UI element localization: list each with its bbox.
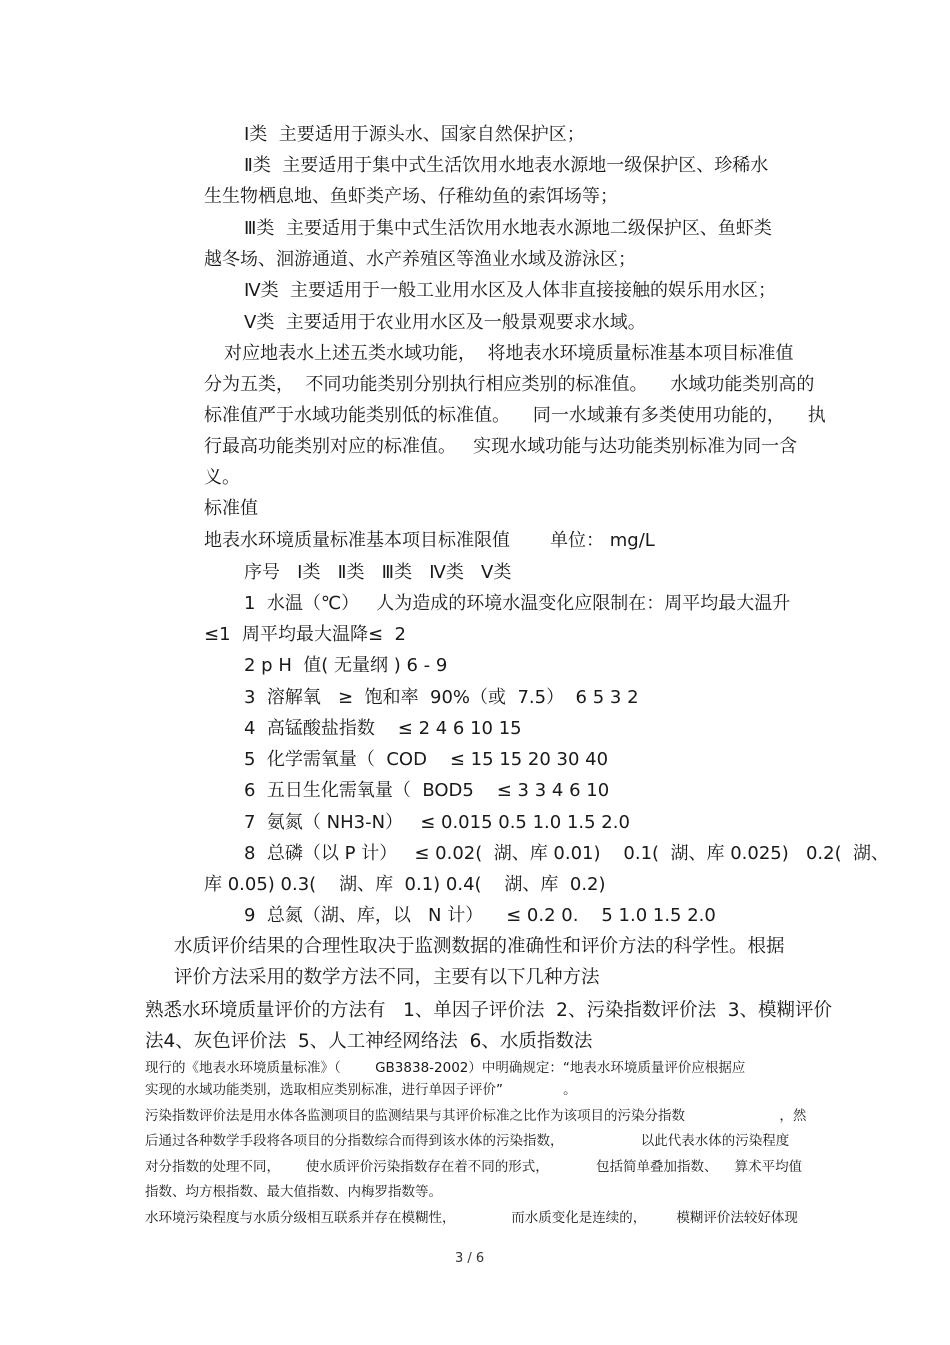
small-text-line: 对分指数的处理不同， 使水质评价污染指数存在着不同的形式， 包括简单叠加指数、 算术平均值 xyxy=(145,1159,803,1175)
table-title: 地表水环境质量标准基本项目标准限值 单位： mg/L xyxy=(204,530,655,551)
small-text-line: 实现的水域功能类别，选取相应类别标准，进行单因子评价” 。 xyxy=(145,1082,577,1098)
table-row: 9 总氮（湖、库，以 N 计） ≤ 0.2 0. 5 1.0 1.5 2.0 xyxy=(244,905,716,926)
evaluation-line: 水质评价结果的合理性取决于监测数据的准确性和评价方法的科学性。根据 xyxy=(174,936,785,957)
table-row: 5 化学需氧量（ COD ≤ 15 15 20 30 40 xyxy=(244,749,609,770)
methods-line: 法4、灰色评价法 5、人工神经网络法 6、水质指数法 xyxy=(145,1031,593,1052)
standard-heading: 标准值 xyxy=(204,498,258,519)
table-row: 库 0.05) 0.3( 湖、库 0.1) 0.4( 湖、库 0.2) xyxy=(204,874,606,895)
class-iii-line: Ⅲ类 主要适用于集中式生活饮用水地表水源地二级保护区、鱼虾类 xyxy=(244,218,772,239)
small-text-line: 污染指数评价法是用水体各监测项目的监测结果与其评价标准之比作为该项目的污染分指数 ，然 xyxy=(145,1108,807,1124)
methods-line: 熟悉水环境质量评价的方法有 1、单因子评价法 2、污染指数评价法 3、模糊评价 xyxy=(145,1000,832,1021)
table-row: ≤1 周平均最大温降≤ 2 xyxy=(204,624,406,645)
page-number: 3 / 6 xyxy=(455,1251,485,1266)
class-i-line: Ⅰ类 主要适用于源头水、国家自然保护区； xyxy=(244,124,585,145)
evaluation-line: 评价方法采用的数学方法不同，主要有以下几种方法 xyxy=(174,967,600,988)
function-paragraph-line: 对应地表水上述五类水域功能， 将地表水环境质量标准基本项目标准值 xyxy=(224,343,794,364)
small-text-line: 指数、均方根指数、最大值指数、内梅罗指数等。 xyxy=(145,1184,442,1200)
class-ii-line-cont: 生生物栖息地、鱼虾类产场、仔稚幼鱼的索饵场等； xyxy=(204,186,618,207)
table-row: 8 总磷（以 P 计） ≤ 0.02( 湖、库 0.01) 0.1( 湖、库 0.025) 0.2( 湖、 xyxy=(244,843,890,864)
table-row: 4 高锰酸盐指数 ≤ 2 4 6 10 15 xyxy=(244,718,522,739)
table-header: 序号 Ⅰ类 Ⅱ类 Ⅲ类 Ⅳ类 Ⅴ类 xyxy=(244,562,512,583)
table-row: 2 p H 值( 无量纲 ) 6 - 9 xyxy=(244,655,448,676)
table-row: 6 五日生化需氧量（ BOD5 ≤ 3 3 4 6 10 xyxy=(244,780,610,801)
class-iii-line-cont: 越冬场、洄游通道、水产养殖区等渔业水域及游泳区； xyxy=(204,249,636,270)
function-paragraph-line: 行最高功能类别对应的标准值。 实现水域功能与达功能类别标准为同一含 xyxy=(204,436,798,457)
class-iv-line: Ⅳ类 主要适用于一般工业用水区及人体非直接接触的娱乐用水区； xyxy=(244,280,777,301)
small-text-line: 水环境污染程度与水质分级相互联系并存在模糊性， 而水质变化是连续的， 模糊评价法较好体现 xyxy=(145,1210,798,1226)
class-ii-line: Ⅱ类 主要适用于集中式生活饮用水地表水源地一级保护区、珍稀水 xyxy=(244,155,769,176)
function-paragraph-line: 标准值严于水域功能类别低的标准值。 同一水域兼有多类使用功能的， 执 xyxy=(204,405,826,426)
table-row: 1 水温（℃） 人为造成的环境水温变化应限制在：周平均最大温升 xyxy=(244,593,791,614)
class-v-line: Ⅴ类 主要适用于农业用水区及一般景观要求水域。 xyxy=(244,312,646,333)
function-paragraph-line: 义。 xyxy=(204,467,240,488)
small-text-line: 现行的《地表水环境质量标准》（ GB3838-2002）中明确规定：“地表水环境质量评价应根据应 xyxy=(145,1060,746,1076)
table-row: 7 氨氮（ NH3-N） ≤ 0.015 0.5 1.0 1.5 2.0 xyxy=(244,812,630,833)
small-text-line: 后通过各种数学手段将各项目的分指数综合而得到该水体的污染指数， 以此代表水体的污染程度 xyxy=(145,1133,790,1149)
function-paragraph-line: 分为五类， 不同功能类别分别执行相应类别的标准值。 水域功能类别高的 xyxy=(204,374,815,395)
table-row: 3 溶解氧 ≥ 饱和率 90%（或 7.5） 6 5 3 2 xyxy=(244,687,639,708)
